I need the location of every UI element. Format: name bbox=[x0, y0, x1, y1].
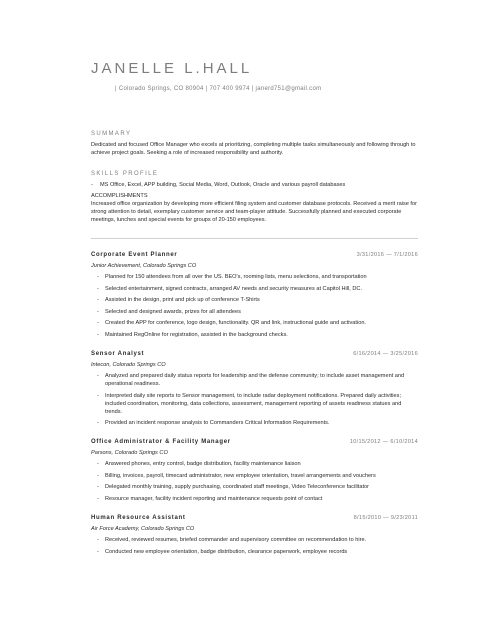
bullet-dash: - bbox=[97, 285, 99, 292]
job-dates: 8/15/2010 — 9/23/2011 bbox=[353, 514, 418, 521]
job-organization: Intecon, Colorado Springs CO bbox=[91, 361, 166, 368]
job-title: Sensor Analyst bbox=[91, 350, 145, 357]
job-bullet: - Selected and designed awards, prizes for all attendees bbox=[97, 308, 241, 315]
experience-section bbox=[91, 252, 418, 556]
job-header bbox=[91, 439, 418, 445]
bullet-dash: - bbox=[97, 297, 99, 304]
job-header bbox=[91, 252, 418, 258]
summary-text: Dedicated and focused Office Manager who excels at prioritizing, completing multiple tasks simultaneously and following through to achieve project goals. Seeking a role of increased responsibility and authority. bbox=[91, 142, 416, 156]
bullet-dash: - bbox=[97, 372, 99, 379]
bullet-dash: - bbox=[97, 548, 99, 555]
job-bullet: - Received, reviewed resumes, briefed commander and supervisory committee on recommendation to hire. bbox=[97, 536, 367, 543]
job-entry bbox=[91, 439, 418, 503]
bullet-dash: - bbox=[97, 495, 99, 502]
job-bullets bbox=[91, 536, 418, 556]
job-title: Human Resource Assistant bbox=[91, 514, 186, 521]
accomplishments-heading: ACCOMPLISHMENTS bbox=[91, 193, 148, 199]
job-bullet: - Analyzed and prepared daily status reports for leadership and the defense community; to include asset management and operational readiness. bbox=[97, 372, 405, 387]
job-bullets bbox=[91, 273, 418, 339]
job-bullet: - Resource manager, facility incident reporting and maintenance requests point of contact bbox=[97, 495, 323, 502]
job-bullets bbox=[91, 372, 418, 427]
bullet-dash: - bbox=[97, 484, 99, 491]
bullet-dash: - bbox=[91, 182, 93, 188]
job-bullet: - Conducted new employee orientation, badge distribution, clearance paperwork, employee records bbox=[97, 548, 348, 555]
bullet-dash: - bbox=[97, 308, 99, 315]
job-entry bbox=[91, 515, 418, 556]
candidate-name: JANELLE L.HALL bbox=[91, 60, 253, 77]
job-dates: 10/15/2012 — 6/10/2014 bbox=[349, 439, 418, 446]
section-divider bbox=[91, 238, 418, 239]
job-bullet: - Billing, invoices, payroll, timecard administrator, new employee orientation, travel arrangements and vouchers bbox=[97, 472, 376, 479]
bullet-dash: - bbox=[97, 420, 99, 427]
job-bullet: - Interpreted daily site reports to Sensor management, to include radar deployment notifications. Prepared daily activities; included coordination, monitoring, data collections, assessment, management reporting of assets readiness statues and trends. bbox=[97, 392, 402, 415]
job-title: Corporate Event Planner bbox=[91, 252, 178, 258]
job-organization: Junior Achievement, Colorado Springs CO bbox=[91, 263, 197, 269]
job-bullet: - Answered phones, entry control, badge distribution, facility maintenance liaison bbox=[97, 461, 301, 468]
job-bullet: - Maintained RegOnline for registration, assisted in the background checks. bbox=[97, 331, 288, 338]
bullet-dash: - bbox=[97, 274, 99, 280]
bullet-dash: - bbox=[97, 331, 99, 338]
summary-heading: SUMMARY bbox=[91, 131, 132, 137]
job-entry bbox=[91, 351, 418, 427]
bullet-dash: - bbox=[97, 536, 99, 543]
skills-heading: SKILLS PROFILE bbox=[91, 171, 159, 177]
bullet-dash: - bbox=[97, 472, 99, 479]
job-bullet: - Provided an incident response analysis to Commanders Critical Information Requirements. bbox=[97, 420, 330, 427]
job-organization: Parsons, Colorado Springs CO bbox=[91, 450, 168, 457]
accomplishments-text: Increased office organization by developing more efficient filing system and customer database protocols. Received a merit raise for strong attention to detail, exemplary customer service and team-player attitude. Successfully planned and executed corporate meetings, lunches and special events for groups of 20-150 employees. bbox=[91, 201, 417, 223]
contact-info: | Colorado Springs, CO 80904 | 707 400 9974 | janerd751@gmail.com bbox=[115, 86, 322, 92]
job-dates: 6/16/2014 — 3/25/2016 bbox=[353, 350, 418, 357]
job-bullet: - Assisted in the design, print and pick up of conference T-Shirts bbox=[97, 297, 260, 304]
job-bullet: - Planned for 150 attendees from all over the US. BEO's, rooming lists, menu selections, and transportation bbox=[97, 274, 367, 280]
skills-list bbox=[91, 181, 418, 189]
job-title: Office Administrator & Facility Manager bbox=[91, 439, 231, 446]
job-bullet: - Delegated monthly training, supply purchasing, coordinated staff meetings, Video Teleconference facilitator bbox=[97, 484, 369, 491]
job-dates: 3/31/2016 — 7/1/2016 bbox=[356, 252, 418, 258]
job-entry bbox=[91, 252, 418, 339]
bullet-dash: - bbox=[97, 320, 99, 327]
job-header bbox=[91, 515, 418, 521]
job-bullet: - Selected entertainment, signed contracts, arranged AV needs and security measures at Capitol Hill, DC. bbox=[97, 285, 363, 292]
bullet-dash: - bbox=[97, 392, 99, 399]
job-header bbox=[91, 351, 418, 357]
job-bullet: - Created the APP for conference, logo design, functionality. QR and link, instructional guide and activation. bbox=[97, 320, 366, 327]
bullet-dash: - bbox=[97, 461, 99, 468]
job-bullets bbox=[91, 460, 418, 503]
skill-item: - MS Office, Excel, APP building, Social Media, Word, Outlook, Oracle and various payroll databases bbox=[91, 182, 346, 188]
job-organization: Air Force Academy, Colorado Springs CO bbox=[91, 525, 195, 532]
